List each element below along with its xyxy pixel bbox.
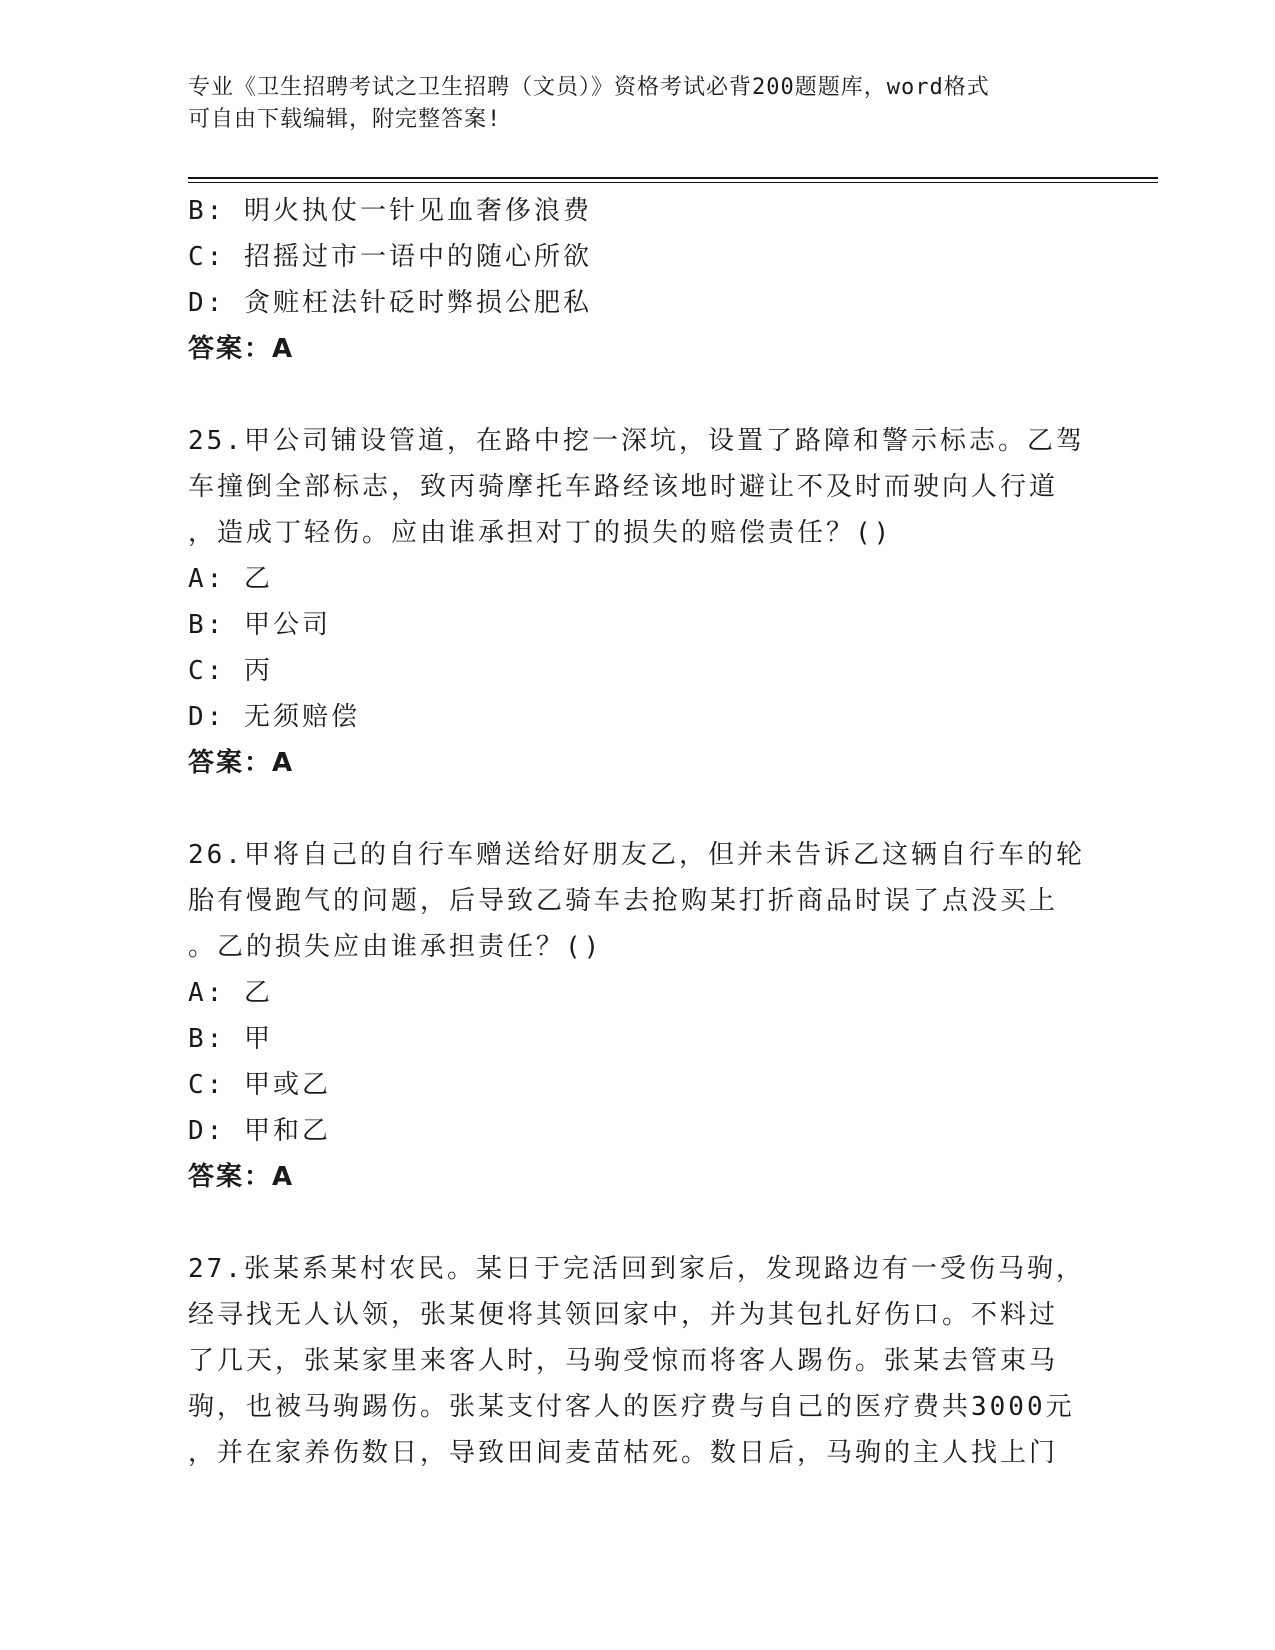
question-block-prev [188,188,1088,372]
option-a: A: 乙 [188,978,273,1008]
answer-line: 答案：A [188,334,295,364]
header-line-1: 专业《卫生招聘考试之卫生招聘（文员）》资格考试必背200题题库，word格式 [188,75,990,100]
option-c: C: 甲或乙 [188,1070,331,1100]
option-d: D: 贪赃枉法针砭时弊损公肥私 [188,288,592,318]
option-b: B: 甲公司 [188,610,331,640]
option-c: C: 招摇过市一语中的随心所欲 [188,242,592,272]
document-header [188,72,1068,136]
question-text-line: 经寻找无人认领，张某便将其领回家中，并为其包扎好伤口。不料过 [188,1300,1059,1330]
question-text-line: 25.甲公司铺设管道，在路中挖一深坑，设置了路障和警示标志。乙驾 [188,426,1085,456]
header-divider-thin [188,182,1158,183]
option-b: B: 甲 [188,1024,273,1054]
question-block-25 [188,418,1088,786]
option-b: B: 明火执仗一针见血奢侈浪费 [188,196,592,226]
question-text-line: ，并在家养伤数日，导致田间麦苗枯死。数日后，马驹的主人找上门 [188,1438,1059,1468]
question-text-line: 胎有慢跑气的问题，后导致乙骑车去抢购某打折商品时误了点没买上 [188,886,1059,916]
option-d: D: 无须赔偿 [188,702,360,732]
question-text-line: 27.张某系某村农民。某日于完活回到家后，发现路边有一受伤马驹， [188,1254,1085,1284]
answer-line: 答案：A [188,748,295,778]
question-text-line: 车撞倒全部标志，致丙骑摩托车路经该地时避让不及时而驶向人行道 [188,472,1059,502]
question-block-27 [188,1246,1088,1476]
question-text-line: 。乙的损失应由谁承担责任？() [188,932,603,962]
question-text-line: ，造成丁轻伤。应由谁承担对丁的损失的赔偿责任？() [188,518,893,548]
question-block-26 [188,832,1088,1200]
option-c: C: 丙 [188,656,273,686]
option-a: A: 乙 [188,564,273,594]
question-text-line: 26.甲将自己的自行车赠送给好朋友乙，但并未告诉乙这辆自行车的轮 [188,840,1085,870]
header-divider-thick [188,177,1158,179]
document-body [188,188,1088,1476]
header-line-2: 可自由下载编辑，附完整答案! [188,107,502,132]
question-text-line: 了几天，张某家里来客人时，马驹受惊而将客人踢伤。张某去管束马 [188,1346,1059,1376]
answer-line: 答案：A [188,1162,295,1192]
option-d: D: 甲和乙 [188,1116,331,1146]
question-text-line: 驹，也被马驹踢伤。张某支付客人的医疗费与自己的医疗费共3000元 [188,1392,1075,1422]
